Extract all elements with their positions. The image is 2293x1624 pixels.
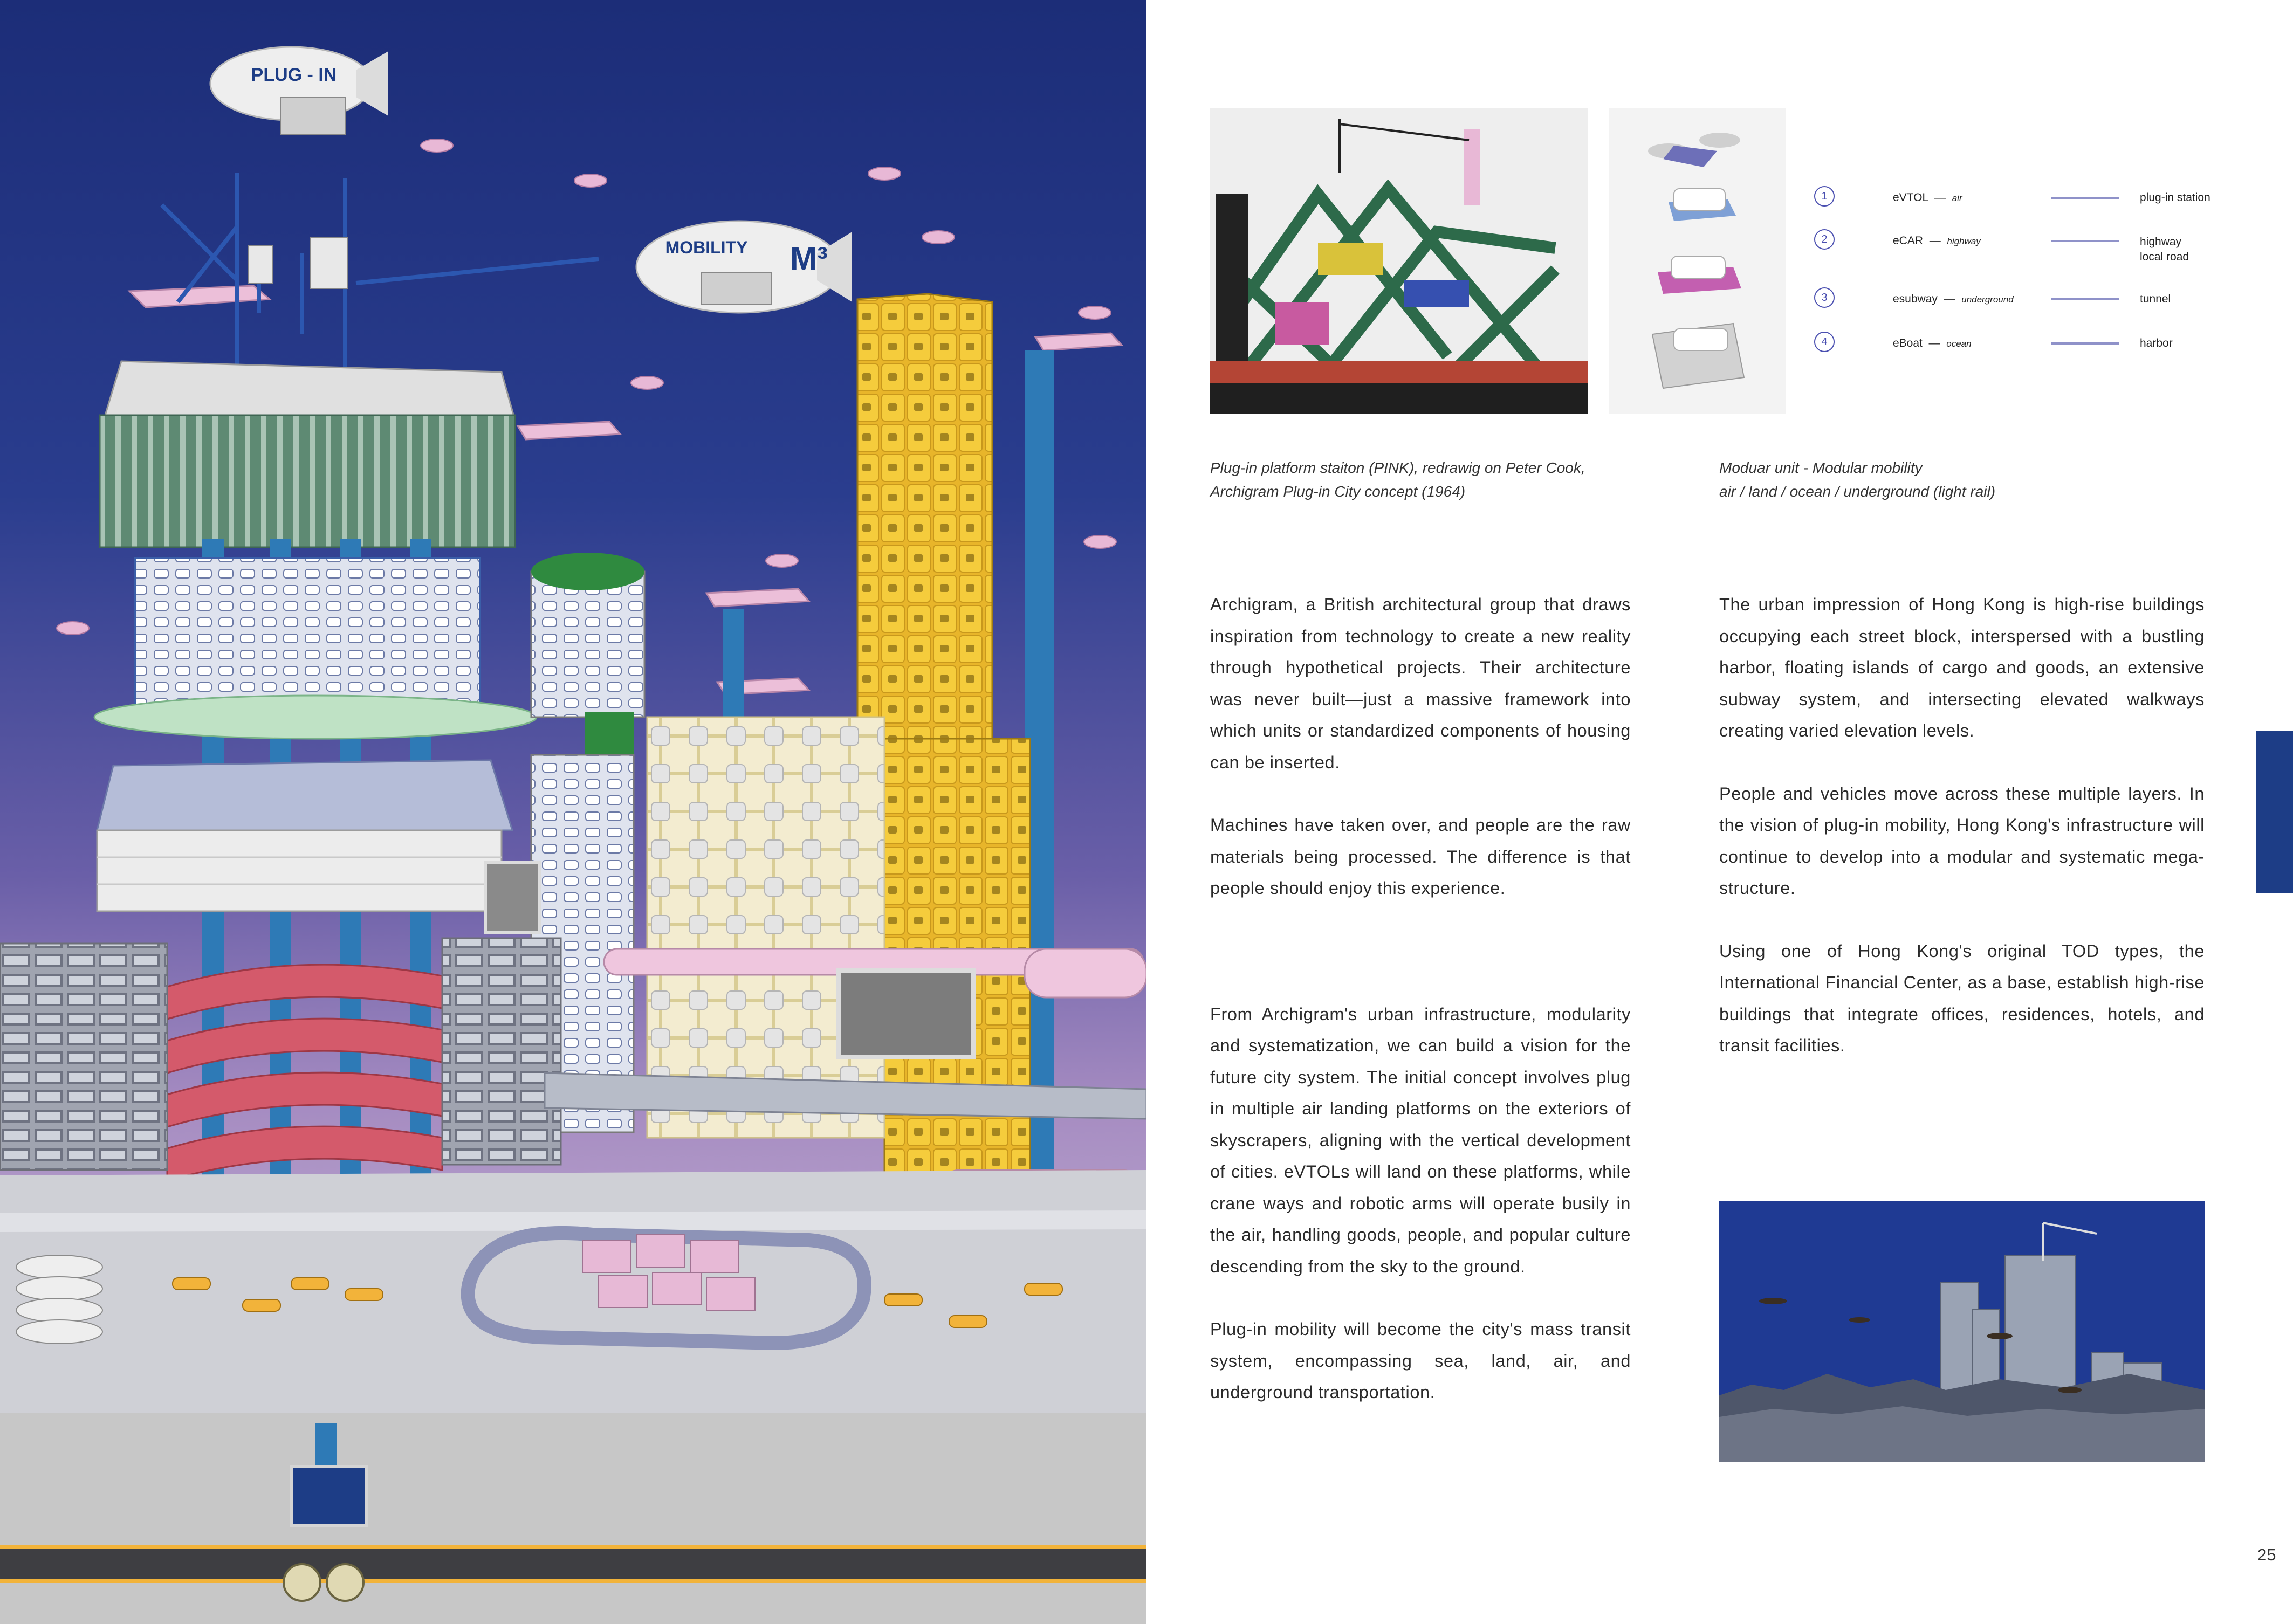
figure-caption-right [1719,456,2205,504]
legend-line-1 [2051,197,2119,199]
legend-medium-1: air [1952,193,1962,203]
mobility-blimp-label: MOBILITY [665,238,748,257]
page-tab-marker [2256,731,2293,893]
city-illustration [0,0,1146,1624]
caption-right-line-1: Moduar unit - Modular mobility [1719,459,1923,476]
underground-layer [0,1413,1146,1624]
legend-line-2 [2051,240,2119,242]
billboard-screen [839,971,973,1057]
legend-medium-2: highway [1947,236,1981,246]
legend-mode-4: eBoat — ocean [1893,337,1972,349]
body-paragraph: Archigram, a British architectural group that draws inspiration from technology to create a new reality through hypothetical projects. Their architecture was never built—just a massive framework into which units or standardized components of housing can be inserted. [1210,595,1631,772]
body-column-left [1210,589,1631,1440]
eboat-unit-icon [1652,324,1744,388]
legend-number-2: 2 [1814,229,1835,250]
body-paragraph: Plug-in mobility will become the city's mass transit system, encompassing sea, land, air, and underground transportation. [1210,1319,1631,1402]
plug-in-blimp-label: PLUG - IN [251,65,337,85]
body-paragraph: From Archigram's urban infrastructure, modularity and systematization, we can build a vision for the future city system. The initial concept involves plug in multiple air landing platforms on the exteriors of skyscrapers, aligning with the vertical development of cities. eVTOLs will land on these platforms, while crane ways and robotic arms will operate busily in the air, handling goods, people, and popular culture descending from the sky to the ground. [1210,1004,1631,1276]
body-paragraph: The urban impression of Hong Kong is high-rise buildings occupying each street block, interspersed with a bustling harbor, floating islands of cargo and goods, an extensive subway system, and intersecting elevated walkways creating varied elevation levels. [1719,595,2205,740]
legend-number-4: 4 [1814,332,1835,352]
legend-medium-3: underground [1961,294,2014,305]
legend-target-3: tunnel [2140,293,2171,305]
caption-right-line-2: air / land / ocean / underground (light rail) [1719,483,1996,500]
evtol-unit-icon [1648,133,1740,167]
caption-left-line-1: Plug-in platform staiton (PINK), redrawig on Peter Cook, [1210,459,1585,476]
plug-in-city-drawing [1210,108,1588,414]
body-paragraph: People and vehicles move across these multiple layers. In the vision of plug-in mobility, Hong Kong's infrastructure will continue to develop into a modular and systematic mega-structure. [1719,783,2205,898]
ecar-unit-icon [1669,189,1736,221]
subway-shaft [315,1423,337,1472]
page-number: 25 [2257,1545,2276,1564]
hong-kong-skyline-photo [1719,1201,2205,1462]
legend-mode-3: esubway — underground [1893,293,2014,305]
body-paragraph: Machines have taken over, and people are the raw materials being processed. The difference is that people should enjoy this experience. [1210,815,1631,898]
parking-podium [0,944,167,1170]
legend-number-1: 1 [1814,186,1835,207]
legend-line-3 [2051,298,2119,300]
lattice-frame-block [647,717,884,1138]
mansard-building [97,760,512,911]
mobility-legend [1814,186,2224,364]
body-paragraph: Using one of Hong Kong's original TOD types, the International Financial Center, as a base, establish high-rise buildings that integrate offices, residences, hotels, and transit facilities. [1719,941,2205,1055]
modular-unit-diagram [1609,108,1786,414]
m3-blimp-label: M³ [790,240,828,277]
legend-target-1: plug-in station [2140,191,2210,204]
legend-medium-4: ocean [1946,339,1972,349]
legend-mode-2: eCAR — highway [1893,235,1981,247]
green-office-tower [100,361,515,547]
legend-line-4 [2051,342,2119,345]
caption-left-line-2: Archigram Plug-in City concept (1964) [1210,483,1466,500]
pink-container-stack [582,1235,755,1310]
esubway-unit-icon [1658,256,1741,294]
legend-target-2: highway local road [2140,236,2189,263]
billboard-screen-2 [485,863,539,933]
ground-plane [0,1170,1146,1413]
legend-number-3: 3 [1814,287,1835,308]
legend-target-4: harbor [2140,337,2173,349]
legend-mode-1: eVTOL — air [1893,191,1962,204]
body-column-right [1719,589,2205,1093]
figure-caption-left [1210,456,1695,504]
